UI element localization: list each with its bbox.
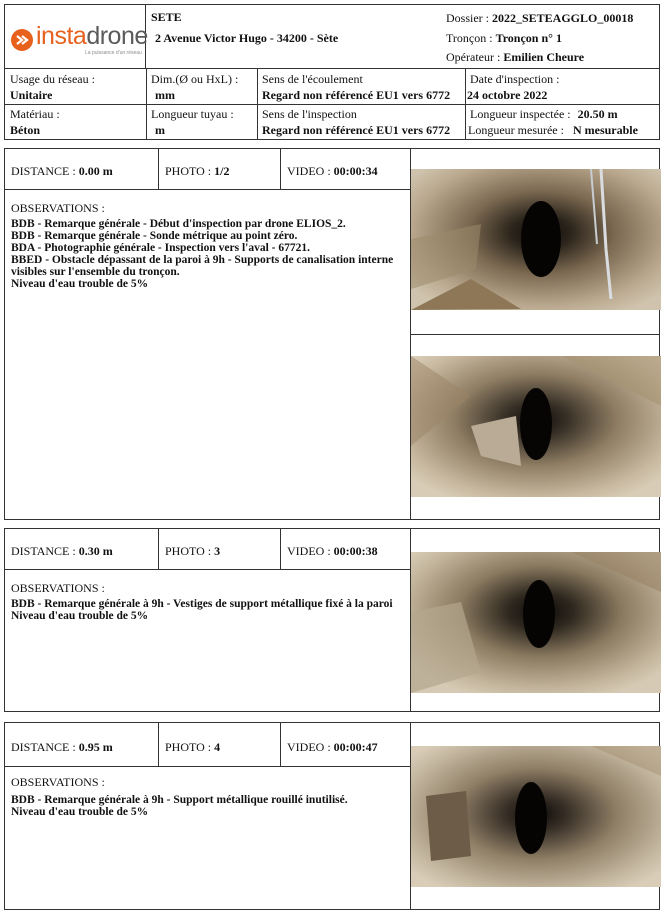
info-table <box>4 69 660 140</box>
observations-heading: OBSERVATIONS : <box>11 581 105 595</box>
longueur-inspectee-field <box>470 107 618 122</box>
distance-field: DISTANCE : 0.95 m <box>11 740 113 754</box>
usage-label: Usage du réseau : <box>10 72 95 86</box>
longueur-mesuree-value: N mesurable <box>572 123 638 137</box>
longueur-inspectee-value: 20.50 m <box>577 107 618 121</box>
photo-field: PHOTO : 1/2 <box>165 164 230 178</box>
date-value: 24 octobre 2022 <box>467 88 548 102</box>
logo-cell <box>5 5 146 68</box>
materiau-value: Béton <box>10 123 40 137</box>
observations-list <box>11 794 409 818</box>
pipe-photo-4 <box>411 746 661 887</box>
observations-heading: OBSERVATIONS : <box>11 775 105 789</box>
observation-section-3 <box>4 722 660 910</box>
observations-list <box>11 218 409 290</box>
photo-field: PHOTO : 4 <box>165 740 221 754</box>
logo-tagline: La puissance d'un réseau <box>85 50 142 56</box>
observation-line: Niveau d'eau trouble de 5% <box>11 278 149 290</box>
sens-ecoulement-label: Sens de l'écoulement <box>262 72 363 86</box>
observations-list <box>11 598 409 622</box>
photo-field: PHOTO : 3 <box>165 544 221 558</box>
observation-line: BBED - Obstacle dépassant de la paroi à 9h - Supports de canalisation interne <box>11 254 394 266</box>
observation-line: BDA - Photographie générale - Inspection vers l'aval - 67721. <box>11 242 310 254</box>
dim-value: mm <box>155 88 175 102</box>
distance-field: DISTANCE : 0.00 m <box>11 164 113 178</box>
troncon-value: Tronçon n° 1 <box>495 31 562 45</box>
troncon-field <box>446 31 562 46</box>
observations-heading: OBSERVATIONS : <box>11 201 105 215</box>
troncon-label: Tronçon : <box>446 31 493 45</box>
date-label: Date d'inspection : <box>470 72 560 86</box>
report-header <box>4 4 660 69</box>
observation-line: BDB - Remarque générale - Sonde métrique au point zéro. <box>11 230 298 242</box>
instadrone-logo-icon <box>11 29 33 51</box>
video-field: VIDEO : 00:00:47 <box>287 740 378 754</box>
operateur-label: Opérateur : <box>446 50 501 64</box>
usage-value: Unitaire <box>10 88 53 102</box>
video-field: VIDEO : 00:00:34 <box>287 164 378 178</box>
observation-section-2 <box>4 528 660 712</box>
observation-line: Niveau d'eau trouble de 5% <box>11 806 149 818</box>
observation-section-1 <box>4 148 660 520</box>
section-3-meta-row <box>5 723 410 767</box>
dim-label: Dim.(Ø ou HxL) : <box>151 72 239 86</box>
observation-line: BDB - Remarque générale - Début d'inspection par drone ELIOS_2. <box>11 218 346 230</box>
operateur-value: Emilien Cheure <box>503 50 585 64</box>
video-field: VIDEO : 00:00:38 <box>287 544 378 558</box>
sens-ecoulement-value: Regard non référencé EU1 vers 6772 <box>262 88 451 102</box>
pipe-photo-3 <box>411 552 661 693</box>
city-name: SETE <box>151 10 182 24</box>
longueur-tuyau-value: m <box>155 123 165 137</box>
address: 2 Avenue Victor Hugo - 34200 - Sète <box>155 31 339 45</box>
dossier-field <box>446 11 633 26</box>
section-2-meta-row <box>5 529 410 570</box>
observation-line: BDB - Remarque générale à 9h - Support métallique rouillé inutilisé. <box>11 794 348 806</box>
observation-line: BDB - Remarque générale à 9h - Vestiges de support métallique fixé à la paroi <box>11 598 393 610</box>
sens-inspection-label: Sens de l'inspection <box>262 107 357 121</box>
longueur-inspectee-label: Longueur inspectée : <box>470 107 571 121</box>
observation-line: visibles sur l'ensemble du tronçon. <box>11 266 180 278</box>
distance-field: DISTANCE : 0.30 m <box>11 544 113 558</box>
pipe-photo-1 <box>411 169 661 310</box>
materiau-label: Matériau : <box>10 107 60 121</box>
operateur-field <box>446 50 584 65</box>
section-1-meta-row <box>5 149 410 190</box>
longueur-mesuree-label: Longueur mesurée : <box>468 123 564 137</box>
pipe-photo-2 <box>411 356 661 497</box>
logo-wordmark: instadrone <box>36 22 148 50</box>
observation-line: Niveau d'eau trouble de 5% <box>11 610 149 622</box>
longueur-mesuree-field <box>468 123 659 138</box>
sens-inspection-value: Regard non référencé EU1 vers 6772 <box>262 123 451 137</box>
dossier-value: 2022_SETEAGGLO_00018 <box>492 11 634 25</box>
longueur-tuyau-label: Longueur tuyau : <box>151 107 234 121</box>
dossier-label: Dossier : <box>446 11 489 25</box>
